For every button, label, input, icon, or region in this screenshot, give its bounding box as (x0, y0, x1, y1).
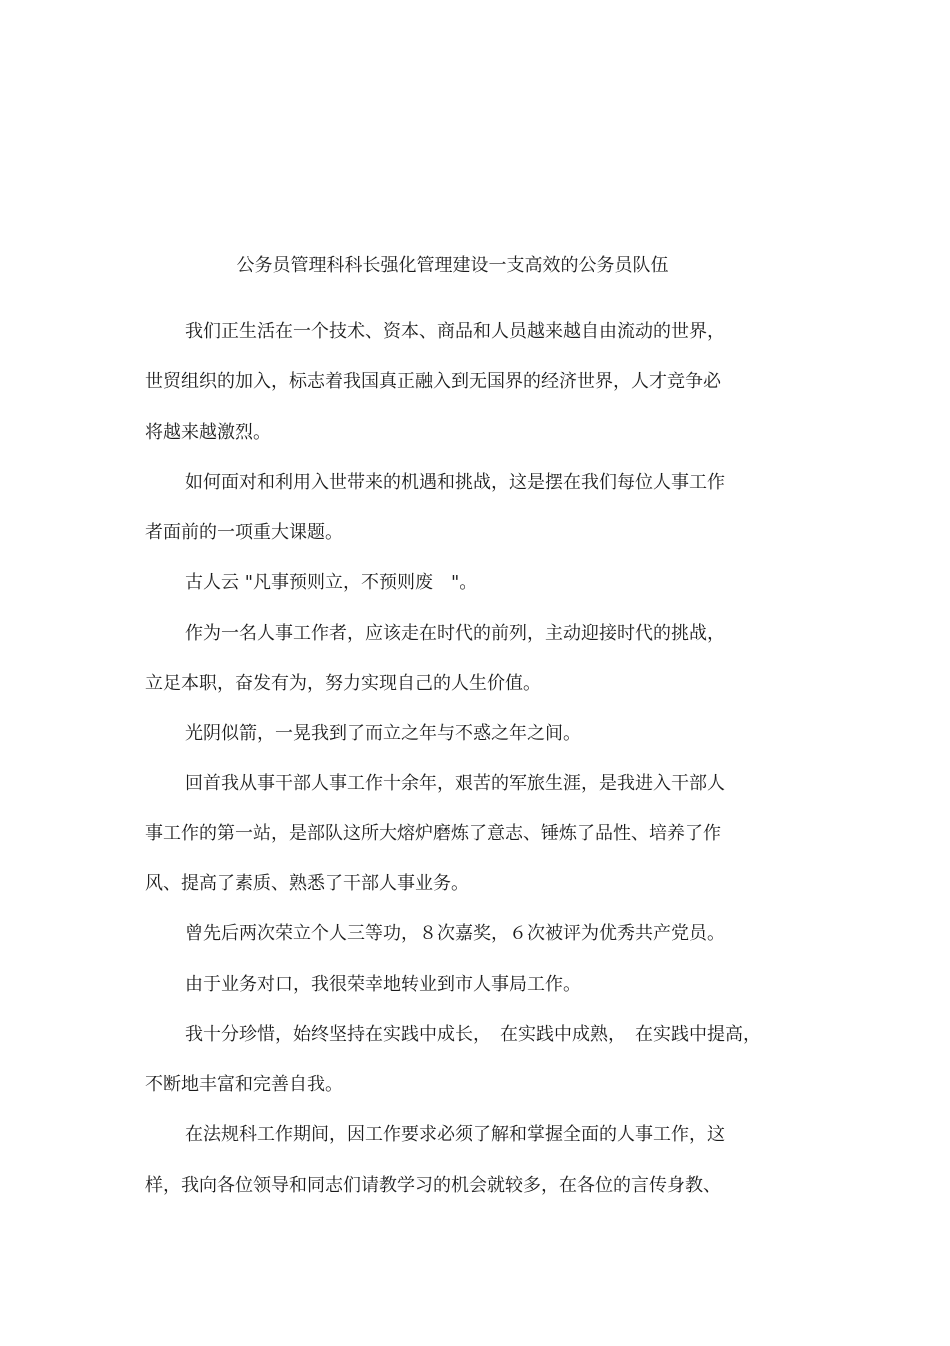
paragraph-line: 光阴似箭，一晃我到了而立之年与不惑之年之间。 (185, 723, 581, 744)
paragraph-line: 曾先后两次荣立个人三等功，８次嘉奖，６次被评为优秀共产党员。 (185, 923, 725, 944)
paragraph-line: 世贸组织的加入，标志着我国真正融入到无国界的经济世界，人才竞争必 (145, 371, 721, 392)
paragraph-line: 将越来越激烈。 (145, 422, 271, 443)
paragraph-line: 古人云 "凡事预则立，不预则废 "。 (185, 572, 478, 593)
paragraph-line: 我们正生活在一个技术、资本、商品和人员越来越自由流动的世界， (185, 321, 725, 342)
paragraph-line: 回首我从事干部人事工作十余年，艰苦的军旅生涯，是我进入干部人 (185, 773, 725, 794)
paragraph-line: 不断地丰富和完善自我。 (145, 1074, 343, 1095)
paragraph-line: 样，我向各位领导和同志们请教学习的机会就较多，在各位的言传身教、 (145, 1175, 721, 1196)
document-title: 公务员管理科科长强化管理建设一支高效的公务员队伍 (236, 255, 669, 276)
paragraph-line: 立足本职，奋发有为，努力实现自己的人生价值。 (145, 673, 541, 694)
paragraph-line: 事工作的第一站，是部队这所大熔炉磨炼了意志、锤炼了品性、培养了作 (145, 823, 721, 844)
paragraph-line: 作为一名人事工作者，应该走在时代的前列，主动迎接时代的挑战， (185, 623, 725, 644)
paragraph-line: 者面前的一项重大课题。 (145, 522, 343, 543)
paragraph-line: 在法规科工作期间，因工作要求必须了解和掌握全面的人事工作，这 (185, 1124, 725, 1145)
paragraph-line: 由于业务对口，我很荣幸地转业到市人事局工作。 (185, 974, 581, 995)
paragraph-line: 风、提高了素质、熟悉了干部人事业务。 (145, 873, 469, 894)
paragraph-line: 如何面对和利用入世带来的机遇和挑战，这是摆在我们每位人事工作 (185, 472, 725, 493)
paragraph-line: 我十分珍惜，始终坚持在实践中成长， 在实践中成熟， 在实践中提高， (185, 1024, 761, 1045)
